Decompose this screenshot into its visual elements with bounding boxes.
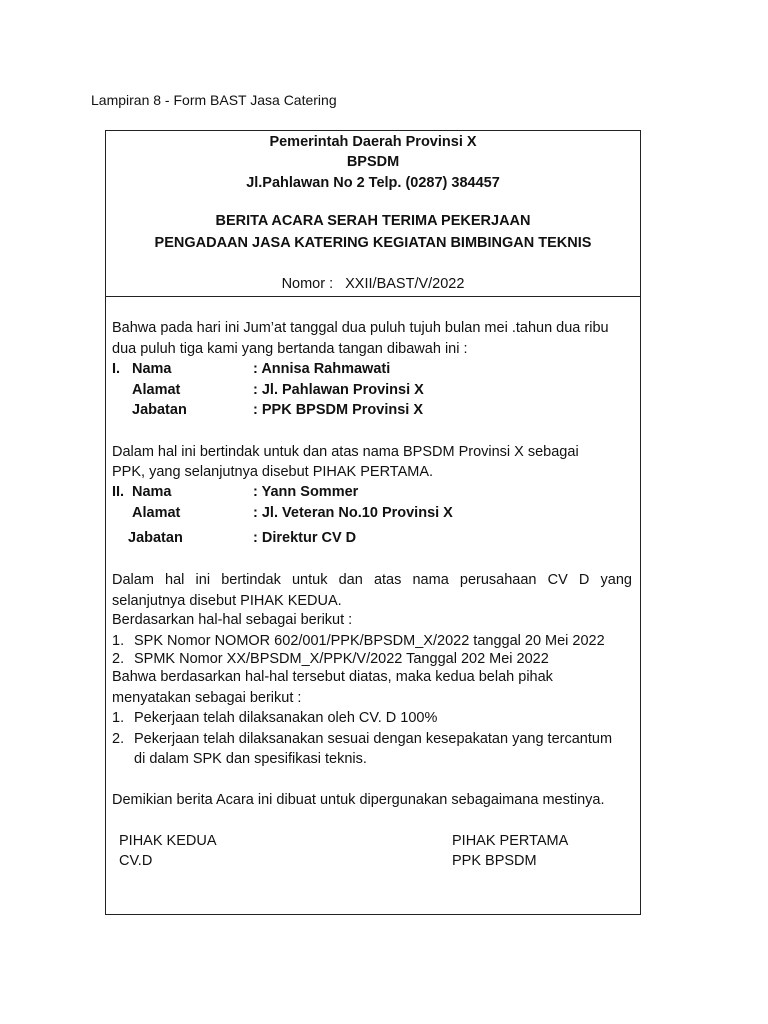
attachment-caption: Lampiran 8 - Form BAST Jasa Catering: [91, 92, 337, 108]
party1-desc-line-2: PPK, yang selanjutnya disebut PIHAK PERTAMA.: [112, 464, 434, 480]
party2-position-value: : Direktur CV D: [253, 530, 357, 546]
document-subtitle: PENGADAAN JASA KATERING KEGIATAN BIMBINGAN TEKNIS: [154, 235, 592, 251]
intro-line-1: Bahwa pada hari ini Jum’at tanggal dua puluh tujuh bulan mei .tahun dua ribu: [112, 320, 609, 336]
party1-name-value: : Annisa Rahmawati: [253, 361, 391, 377]
party1-position-label: Jabatan: [132, 402, 187, 418]
statement-item-1-text: Pekerjaan telah dilaksanakan oleh CV. D 100%: [134, 710, 438, 726]
party2-address-value: : Jl. Veteran No.10 Provinsi X: [253, 505, 453, 521]
party2-number: II.: [112, 484, 125, 500]
document-title: BERITA ACARA SERAH TERIMA PEKERJAAN: [215, 213, 531, 229]
party1-number: I.: [112, 361, 121, 377]
header-government: Pemerintah Daerah Provinsi X: [269, 134, 477, 150]
party2-desc-line-1: Dalam hal ini bertindak untuk dan atas nama perusahaan CV D yang: [112, 572, 632, 588]
party1-desc-line-1: Dalam hal ini bertindak untuk dan atas nama BPSDM Provinsi X sebagai: [112, 444, 579, 460]
statement-line-1: Bahwa berdasarkan hal-hal tersebut diatas, maka kedua belah pihak: [112, 669, 553, 685]
number-value: XXII/BAST/V/2022: [345, 276, 465, 292]
signature-right-title: PIHAK PERTAMA: [452, 833, 569, 849]
document-number: [106, 276, 640, 292]
party2-position-label: Jabatan: [128, 530, 183, 546]
basis-item-2-number: 2.: [112, 651, 125, 667]
statement-item-2-number: 2.: [112, 731, 125, 747]
party2-name-value: : Yann Sommer: [253, 484, 359, 500]
party2-name-label: Nama: [132, 484, 172, 500]
statement-item-2-text-line-1: Pekerjaan telah dilaksanakan sesuai dengan kesepakatan yang tercantum: [134, 731, 613, 747]
party2-desc-line-2: selanjutnya disebut PIHAK KEDUA.: [112, 593, 342, 609]
signature-left-title: PIHAK KEDUA: [119, 833, 217, 849]
statement-line-2: menyatakan sebagai berikut :: [112, 690, 302, 706]
party1-position-value: : PPK BPSDM Provinsi X: [253, 402, 424, 418]
statement-item-2-text-line-2: di dalam SPK dan spesifikasi teknis.: [134, 751, 367, 767]
party2-address-label: Alamat: [132, 505, 181, 521]
signature-left-subtitle: CV.D: [119, 853, 153, 869]
basis-item-2-text: SPMK Nomor XX/BPSDM_X/PPK/V/2022 Tanggal 202 Mei 2022: [134, 651, 549, 667]
signature-right-subtitle: PPK BPSDM: [452, 853, 537, 869]
basis-item-1-text: SPK Nomor NOMOR 602/001/PPK/BPSDM_X/2022 tanggal 20 Mei 2022: [134, 633, 605, 649]
basis-heading: Berdasarkan hal-hal sebagai berikut :: [112, 612, 353, 628]
header-divider: [106, 296, 640, 297]
statement-item-1-number: 1.: [112, 710, 125, 726]
party1-name-label: Nama: [132, 361, 172, 377]
intro-line-2: dua puluh tiga kami yang bertanda tangan dibawah ini :: [112, 341, 468, 357]
document-frame: [105, 130, 641, 915]
number-label: Nomor :: [281, 276, 334, 292]
party1-address-label: Alamat: [132, 382, 181, 398]
basis-item-1-number: 1.: [112, 633, 125, 649]
header-agency: BPSDM: [346, 154, 400, 170]
party1-address-value: : Jl. Pahlawan Provinsi X: [253, 382, 424, 398]
header-address: Jl.Pahlawan No 2 Telp. (0287) 384457: [246, 175, 500, 191]
closing-statement: Demikian berita Acara ini dibuat untuk dipergunakan sebagaimana mestinya.: [112, 792, 605, 808]
